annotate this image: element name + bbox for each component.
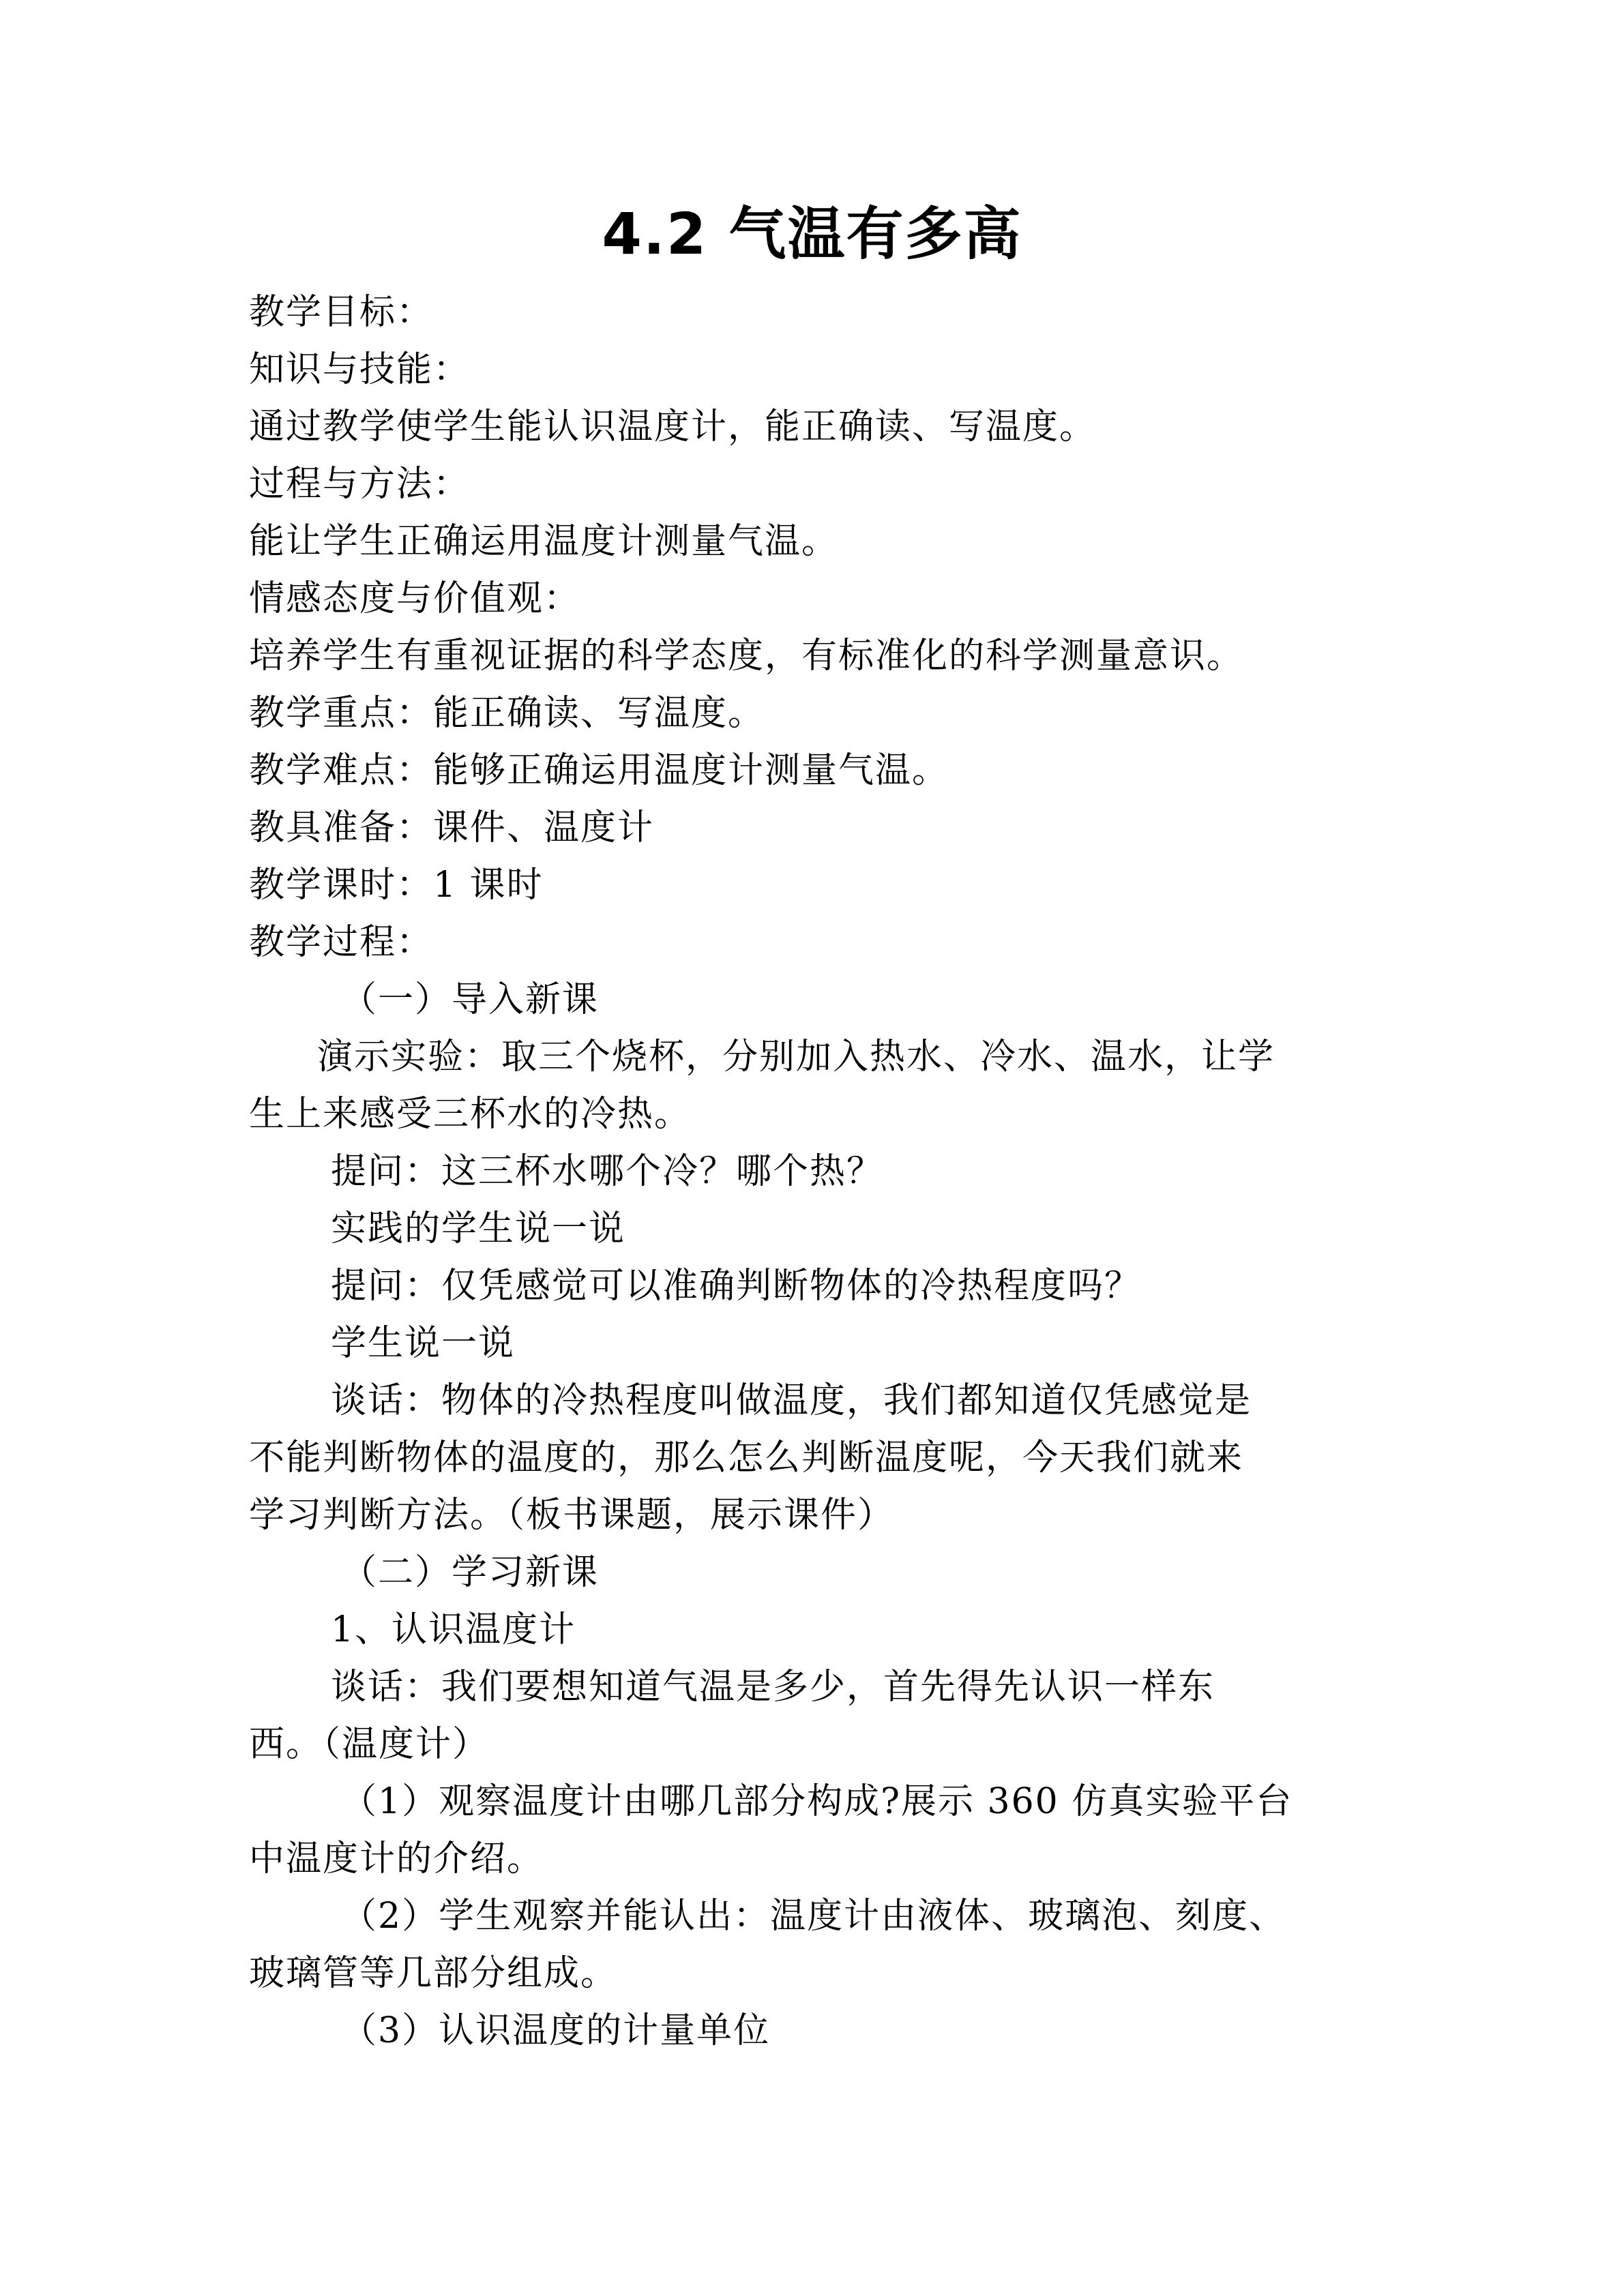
document-body <box>249 284 1381 2059</box>
paragraph-line: 生上来感受三杯水的冷热。 <box>249 1094 692 1135</box>
paragraph-line: 提问：这三杯水哪个冷？哪个热？ <box>331 1151 884 1192</box>
document-title: 4.2 气温有多高 <box>602 200 1022 267</box>
heading-teaching-objectives: 教学目标： <box>249 292 434 333</box>
teaching-hours: 教学课时：1 课时 <box>249 865 544 906</box>
teaching-difficulty: 教学难点：能够正确运用温度计测量气温。 <box>249 750 949 791</box>
subsection-heading: 1、认识温度计 <box>331 1609 576 1650</box>
paragraph-line: 西。（温度计） <box>249 1724 490 1765</box>
paragraph-line: 培养学生有重视证据的科学态度，有标准化的科学测量意识。 <box>249 636 1244 676</box>
teaching-key-point: 教学重点：能正确读、写温度。 <box>249 693 765 734</box>
paragraph-line: 学习判断方法。（板书课题，展示课件） <box>249 1495 895 1536</box>
heading-attitudes-values: 情感态度与价值观： <box>249 578 581 619</box>
paragraph-line: 不能判断物体的温度的，那么怎么判断温度呢，今天我们就来 <box>249 1437 1244 1478</box>
heading-knowledge-skills: 知识与技能： <box>249 349 471 390</box>
paragraph-line: 中温度计的介绍。 <box>249 1838 544 1879</box>
teaching-materials: 教具准备：课件、温度计 <box>249 807 655 848</box>
section-heading: （一）导入新课 <box>341 979 600 1020</box>
section-heading: （二）学习新课 <box>341 1552 600 1593</box>
paragraph-line: 玻璃管等几部分组成。 <box>249 1953 618 1994</box>
paragraph-line: 提问：仅凭感觉可以准确判断物体的冷热程度吗？ <box>331 1266 1142 1307</box>
paragraph-line: （2）学生观察并能认出：温度计由液体、玻璃泡、刻度、 <box>341 1896 1286 1937</box>
paragraph-line: 学生说一说 <box>331 1323 516 1364</box>
paragraph-line: 实践的学生说一说 <box>331 1208 626 1249</box>
paragraph-line: 谈话：物体的冷热程度叫做温度，我们都知道仅凭感觉是 <box>331 1380 1252 1421</box>
paragraph-line: 能让学生正确运用温度计测量气温。 <box>249 521 839 562</box>
paragraph-line: （1）观察温度计由哪几部分构成?展示 360 仿真实验平台 <box>341 1781 1293 1822</box>
paragraph-line: （3）认识温度的计量单位 <box>341 2010 771 2051</box>
paragraph-line: 通过教学使学生能认识温度计，能正确读、写温度。 <box>249 406 1097 447</box>
heading-process-methods: 过程与方法： <box>249 464 471 505</box>
paragraph-line: 演示实验：取三个烧杯，分别加入热水、冷水、温水，让学 <box>317 1037 1275 1077</box>
paragraph-line: 谈话：我们要想知道气温是多少，首先得先认识一样东 <box>331 1667 1215 1708</box>
heading-teaching-process: 教学过程： <box>249 922 434 963</box>
